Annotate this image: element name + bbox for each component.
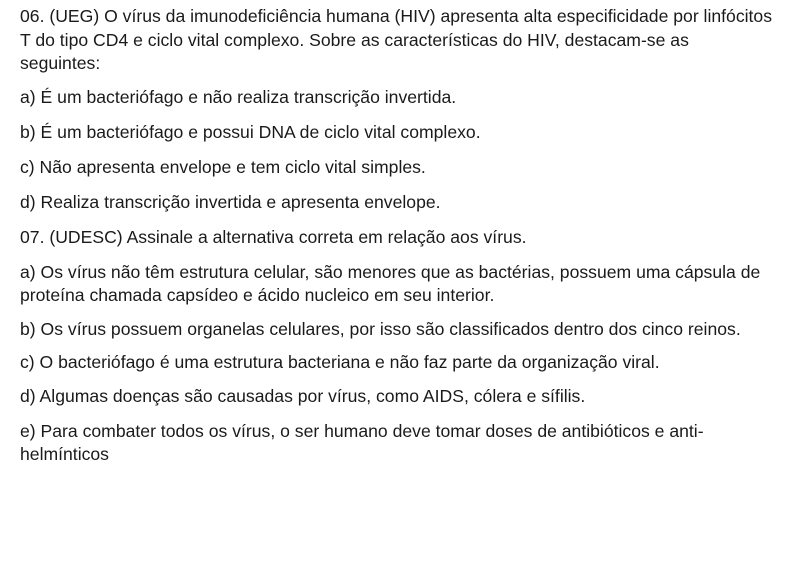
question-06-option-b: b) É um bacteriófago e possui DNA de ciclo vital complexo. bbox=[20, 121, 481, 142]
question-07-stem: 07. (UDESC) Assinale a alternativa correta em relação aos vírus. bbox=[20, 226, 527, 247]
question-06-option-d: d) Realiza transcrição invertida e apresenta envelope. bbox=[20, 191, 441, 212]
question-07-option-d: d) Algumas doenças são causadas por vírus, como AIDS, cólera e sífilis. bbox=[20, 385, 586, 406]
question-07-option-e: e) Para combater todos os vírus, o ser humano deve tomar doses de antibióticos e anti-helmínticos bbox=[20, 420, 704, 464]
question-06-option-a: a) É um bacteriófago e não realiza transcrição invertida. bbox=[20, 86, 457, 107]
question-06-stem: 06. (UEG) O vírus da imunodeficiência humana (HIV) apresenta alta especificidade por linfócitos T do tipo CD4 e ciclo vital complexo. Sobre as características do HIV, destacam-se as seguintes: bbox=[20, 6, 773, 73]
question-07-option-b: b) Os vírus possuem organelas celulares, por isso são classificados dentro dos cinco reinos. bbox=[20, 318, 741, 339]
document-page bbox=[20, 5, 772, 477]
question-06-option-c: c) Não apresenta envelope e tem ciclo vital simples. bbox=[20, 156, 426, 177]
question-07-option-c: c) O bacteriófago é uma estrutura bacteriana e não faz parte da organização viral. bbox=[20, 352, 660, 372]
question-07-option-a: a) Os vírus não têm estrutura celular, são menores que as bactérias, possuem uma cápsula de proteína chamada capsídeo e ácido nucleico em seu interior. bbox=[20, 261, 761, 305]
